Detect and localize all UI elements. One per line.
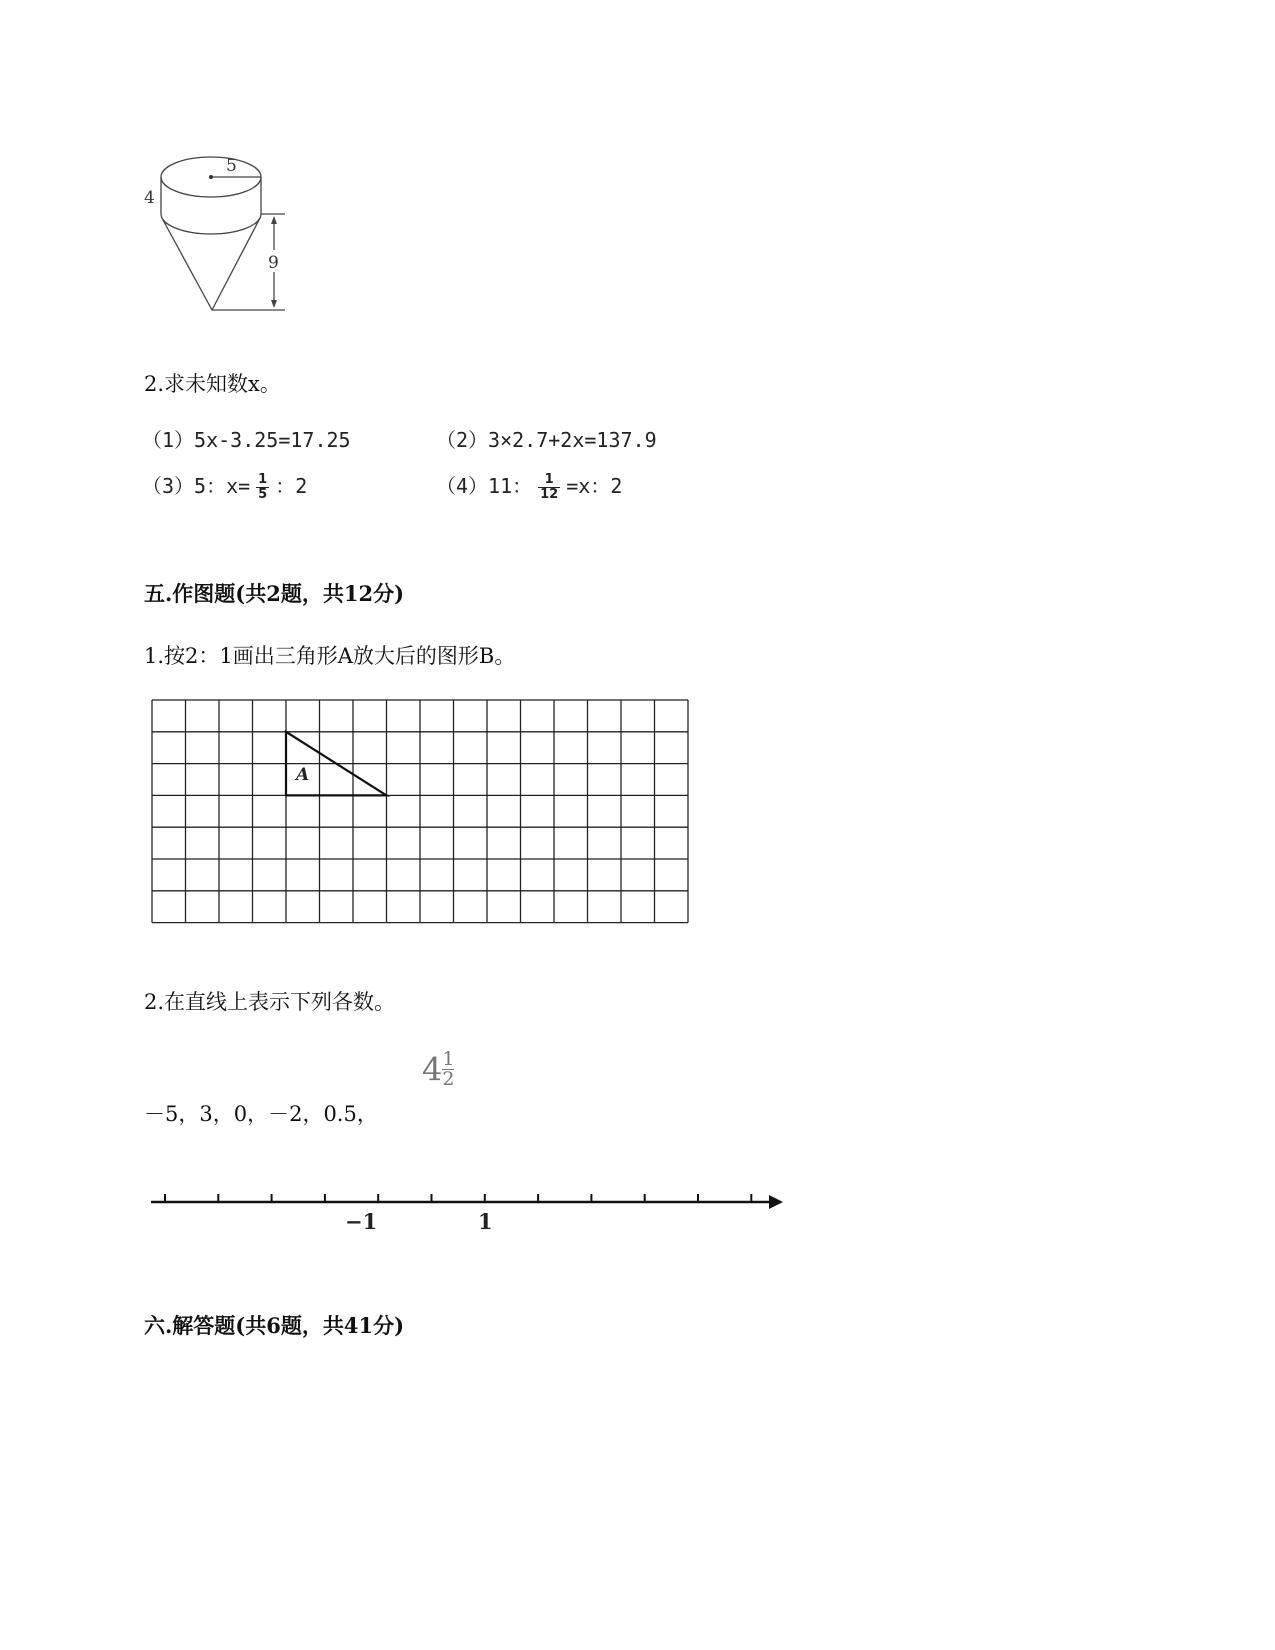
equation-post: ：2 <box>275 474 308 498</box>
equation-4 <box>436 470 622 502</box>
equation-pre: 11： <box>488 474 533 498</box>
mixed-whole: 4 <box>422 1050 443 1089</box>
tick-label-one: 1 <box>478 1209 493 1234</box>
arrow-head <box>769 1195 783 1209</box>
section-heading: 五.作图题(共2题，共12分) <box>144 581 405 606</box>
question-title: 2.在直线上表示下列各数。 <box>144 990 396 1014</box>
fraction-numerator: 1 <box>538 473 560 488</box>
fraction <box>538 473 560 501</box>
cylinder-cone-figure <box>135 140 305 320</box>
equation-1 <box>142 424 351 453</box>
equation-2 <box>436 424 657 453</box>
equation-3 <box>142 470 307 502</box>
question-title: 1.按2：1画出三角形A放大后的图形B。 <box>144 644 516 668</box>
tick-label-minus-one: −1 <box>345 1209 378 1234</box>
mixed-denominator: 2 <box>442 1068 455 1090</box>
triangle-label: A <box>296 765 310 785</box>
numbers-list: －5，3，0，－2，0.5， <box>144 1102 378 1126</box>
section-heading: 六.解答题(共6题，共41分) <box>144 1313 405 1338</box>
fraction-numerator: 1 <box>258 472 268 488</box>
cone-height-label: 9 <box>268 253 279 273</box>
equation-label: （1） <box>142 428 195 452</box>
fraction <box>256 473 269 501</box>
fraction-denominator: 12 <box>540 487 559 502</box>
equation-expr: 5x-3.25=17.25 <box>194 428 351 452</box>
equation-pre: 5：x= <box>194 474 251 498</box>
mixed-numerator: 1 <box>442 1048 455 1070</box>
number-line <box>145 1185 790 1240</box>
equation-post: =x：2 <box>566 474 623 498</box>
radius-label: 5 <box>226 156 237 176</box>
height-label: 4 <box>144 188 155 208</box>
mixed-number <box>422 1050 454 1089</box>
mixed-fraction <box>442 1050 454 1089</box>
square-grid <box>150 698 692 926</box>
equation-label: （4） <box>436 474 489 498</box>
equation-expr: 3×2.7+2x=137.9 <box>488 428 657 452</box>
fraction-denominator: 5 <box>258 487 268 502</box>
equation-label: （3） <box>142 474 195 498</box>
question-title: 2.求未知数x。 <box>144 372 281 396</box>
equation-label: （2） <box>436 428 489 452</box>
